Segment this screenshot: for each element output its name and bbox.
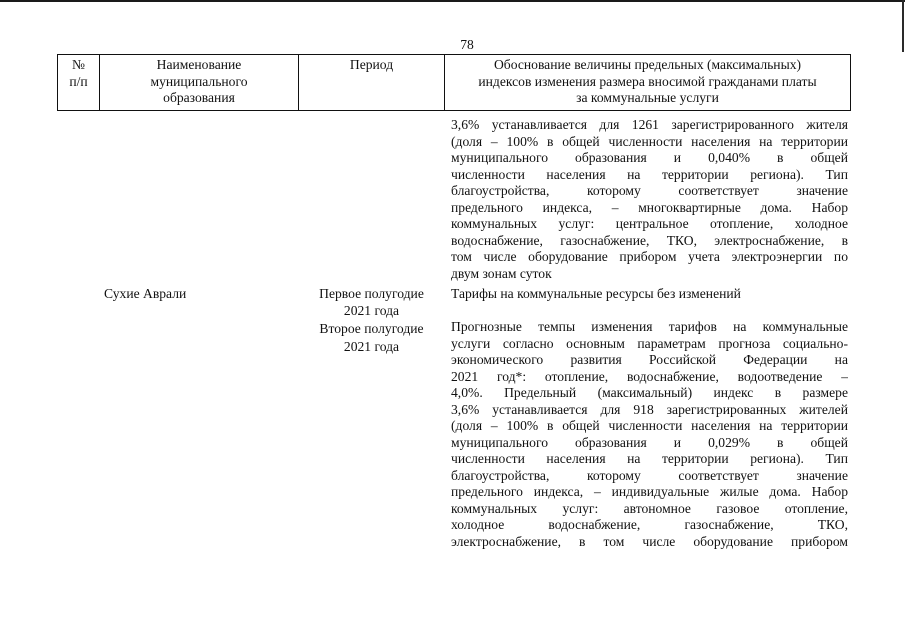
text-line: услуги согласно основным параметрам прогноза социально- [451,335,848,351]
text-line: водоснабжение, газоснабжение, ТКО, электроснабжение, в [451,232,848,248]
text-line: численности населения на территории региона). Тип [451,451,848,466]
text-line: экономического развития Российской Федерации на [451,352,848,367]
scan-edge-top [0,0,905,2]
text-line: коммунальных услуг: автономное газовое отопление, [451,500,848,516]
text-line: 4,0%. Предельный (максимальный) индекс в размере [451,385,848,400]
text-line: численности населения на территории региона). Тип [451,166,848,182]
header-number: № п/п [69,57,88,89]
text-line: 2021 год*: отопление, водоснабжение, водоотведение – [451,368,848,384]
text-line: муниципального образования и 0,040% в общей [451,150,848,165]
text-line: 3,6% устанавливается для 1261 зарегистрированного жителя [451,117,848,132]
first-half-justification: Тарифы на коммунальные ресурсы без изменений [451,286,741,301]
second-half-paragraph [451,319,848,550]
page-number: 78 [460,37,474,52]
text-line: том числе оборудование прибором учета электроэнергии по [451,249,848,264]
header-justification: Обоснование величины предельных (максимальных) индексов изменения размера вносимой гражданами платы за коммунальные услуги [478,57,817,105]
period-first-half: Первое полугодие 2021 года [319,286,424,318]
text-line: коммунальных услуг: центральное отопление, холодное [451,216,848,231]
text-line: (доля – 100% в общей численности населения на территории [451,133,848,149]
text-line: благоустройства, которому соответствует значение [451,467,848,483]
period-second-half: Второе полугодие 2021 года [319,321,424,354]
text-line: Прогнозные темпы изменения тарифов на коммунальные [451,319,848,334]
text-line: предельного индекса, – многоквартирные дома. Набор [451,199,848,215]
text-line: муниципального образования и 0,029% в общей [451,434,848,450]
header-municipality: Наименование муниципального образования [150,57,248,105]
municipality-name: Сухие Аврали [104,286,187,301]
text-line: двум зонам суток [451,265,552,281]
text-line: холодное водоснабжение, газоснабжение, ТКО, [451,517,848,532]
text-line: благоустройства, которому соответствует значение [451,183,848,198]
text-line: электроснабжение, в том числе оборудование прибором [451,533,848,549]
text-line: 3,6% устанавливается для 918 зарегистрированных жителей [451,401,848,417]
text-line: предельного индекса, – индивидуальные жилые дома. Набор [451,484,848,499]
continuation-paragraph [451,117,848,282]
header-period: Период [349,57,394,72]
scan-edge-right [902,0,904,52]
header-border-right [850,54,851,110]
text-line: (доля – 100% в общей численности населения на территории [451,418,848,433]
